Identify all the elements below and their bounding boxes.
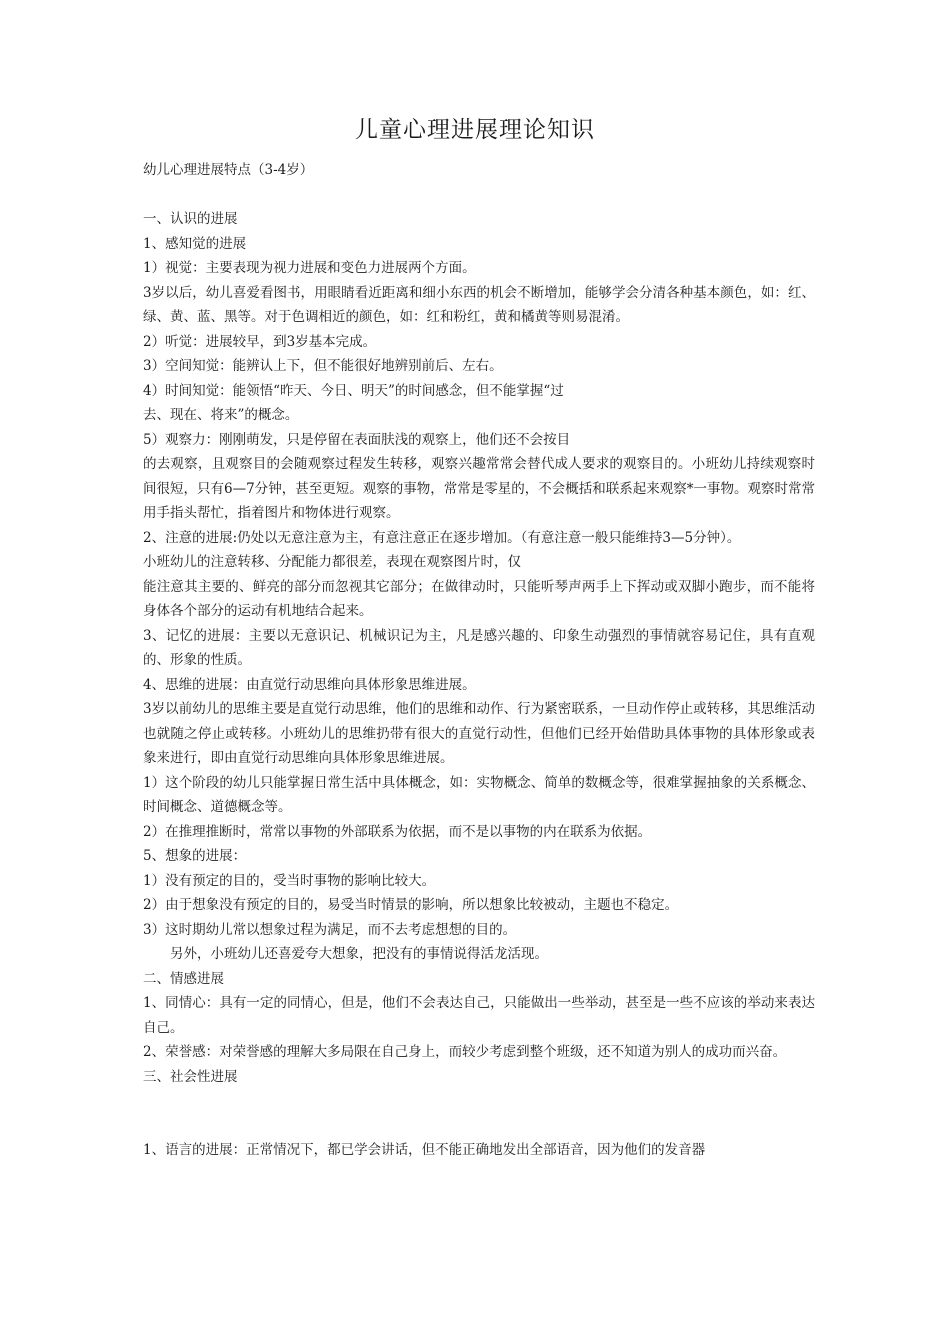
- subsection-heading: 3、记忆的进展：主要以无意识记、机械识记为主，凡是感兴趣的、印象生动强烈的事情就容易记住，具有直观的、形象的性质。: [143, 627, 815, 668]
- paragraph: 去、现在、将来”的概念。: [143, 407, 299, 423]
- paragraph: 2）由于想象没有预定的目的，易受当时情景的影响，所以想象比较被动，主题也不稳定。: [143, 897, 679, 913]
- paragraph: 1）这个阶段的幼儿只能掌握日常生活中具体概念，如：实物概念、简单的数概念等，很难掌握抽象的关系概念、时间概念、道德概念等。: [143, 774, 815, 815]
- paragraph: 3）空间知觉：能辨认上下，但不能很好地辨别前后、左右。: [143, 358, 503, 374]
- paragraph: 3）这时期幼儿常以想象过程为满足，而不去考虑想想的目的。: [143, 921, 517, 938]
- blank-line: [143, 183, 815, 208]
- paragraph: 1、同情心：具有一定的同情心，但是，他们不会表达自己，只能做出一些举动，甚至是一些不应该的举动来表达自己。: [143, 995, 815, 1036]
- paragraph: 4）时间知觉：能领悟“昨天、今日、明天”的时间感念，但不能掌握“过: [143, 382, 564, 399]
- paragraph: 1）没有预定的目的，受当时事物的影响比较大。: [143, 872, 436, 889]
- paragraph: 1）视觉：主要表现为视力进展和变色力进展两个方面。: [143, 260, 476, 276]
- paragraph: 能注意其主要的、鲜亮的部分而忽视其它部分；在做律动时，只能听琴声两手上下挥动或双脚小跑步，而不能将身体各个部分的运动有机地结合起来。: [143, 578, 815, 619]
- page-title: 儿童心理进展理论知识: [355, 117, 595, 143]
- subsection-heading: 5、想象的进展：: [143, 848, 247, 864]
- section-heading: 三、社会性进展: [143, 1068, 238, 1085]
- subsection-heading: 2、注意的进展:仍处以无意注意为主，有意注意正在逐步增加。（有意注意一般只能维持3—5分钟）。: [143, 529, 741, 546]
- paragraph: 另外，小班幼儿还喜爱夸大想象，把没有的事情说得活龙活现。: [170, 946, 548, 962]
- subsection-heading: 4、思维的进展：由直觉行动思维向具体形象思维进展。: [143, 676, 476, 693]
- paragraph: 2）在推理推断时，常常以事物的外部联系为依据，而不是以事物的内在联系为依据。: [143, 823, 652, 840]
- paragraph: 3岁以后，幼儿喜爱看图书，用眼睛看近距离和细小东西的机会不断增加，能够学会分清各种基本颜色，如：红、绿、黄、蓝、黑等。对于色调相近的颜色，如：红和粉红，黄和橘黄等则易混淆。: [143, 284, 815, 325]
- section-heading: 二、情感进展: [143, 970, 224, 987]
- blank-gap: [143, 1089, 815, 1138]
- section-heading: 一、认识的进展: [143, 211, 238, 227]
- subsection-heading: 1、感知觉的进展: [143, 235, 247, 252]
- document-body: [143, 158, 815, 1163]
- paragraph: 2）听觉：进展较早，到3岁基本完成。: [143, 333, 377, 350]
- subtitle-line: 幼儿心理进展特点（3-4岁）: [143, 162, 314, 178]
- paragraph: 3岁以前幼儿的思维主要是直觉行动思维，他们的思维和动作、行为紧密联系，一旦动作停止或转移，其思维活动也就随之停止或转移。小班幼儿的思维扔带有很大的直觉行动性，但他们已经开始借助具体事物的具体形象或表象来进行，即由直觉行动思维向具体形象思维进展。: [143, 701, 815, 766]
- paragraph: 2、荣誉感：对荣誉感的理解大多局限在自己身上，而较少考虑到整个班级，还不知道为别人的成功而兴奋。: [143, 1044, 787, 1060]
- paragraph: 的去观察，且观察目的会随观察过程发生转移，观察兴趣常常会替代成人要求的观察目的。小班幼儿持续观察时间很短，只有6—7分钟，甚至更短。观察的事物，常常是零星的，不会概括和联系起来观察*一事物。观察时常常用手指头帮忙，指着图片和物体进行观察。: [143, 456, 815, 521]
- paragraph: 1、语言的进展：正常情况下，都已学会讲话，但不能正确地发出全部语音，因为他们的发音器: [143, 1142, 706, 1158]
- paragraph: 5）观察力：刚刚萌发，只是停留在表面肤浅的观察上，他们还不会按目: [143, 431, 571, 448]
- paragraph: 小班幼儿的注意转移、分配能力都很差，表现在观察图片时，仅: [143, 554, 521, 570]
